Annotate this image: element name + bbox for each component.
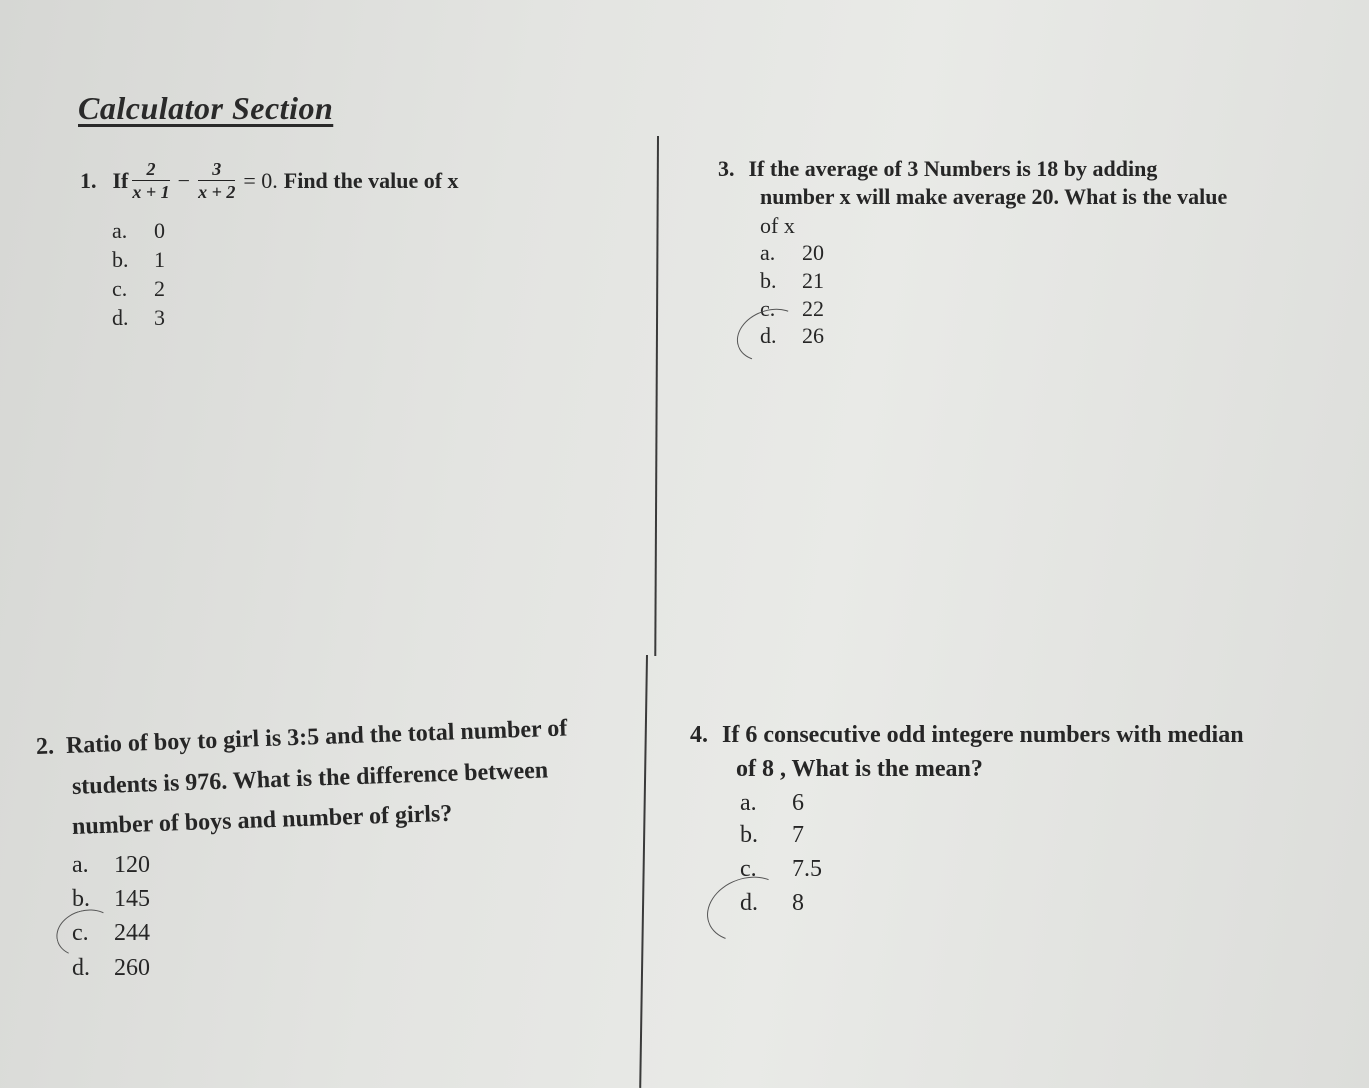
question-4-line-1	[690, 722, 1244, 749]
q4-option-b-letter: b.	[740, 822, 758, 848]
q3-option-d-letter: d.	[760, 323, 777, 348]
q1-option-c-letter: c.	[112, 276, 128, 301]
q3-option-a-value: 20	[802, 240, 824, 265]
q1-option-d-letter: d.	[112, 305, 129, 330]
question-4-number: 4.	[690, 722, 708, 748]
q1-option-a-letter: a.	[112, 218, 128, 243]
fraction-1	[132, 158, 169, 203]
q3-option-b[interactable]	[760, 268, 824, 294]
question-3-text-1: If the average of 3 Numbers is 18 by adding	[748, 156, 1158, 181]
q4-option-b-value: 7	[792, 822, 804, 848]
fraction-2-denominator: x + 2	[198, 182, 236, 202]
question-3-line-2: number x will make average 20. What is the value	[760, 184, 1228, 209]
q2-option-c-letter: c.	[72, 920, 89, 946]
q2-option-d-value: 260	[114, 955, 150, 981]
column-divider-bottom	[639, 655, 648, 1088]
question-1-number: 1.	[80, 167, 97, 193]
question-2-number: 2.	[35, 733, 55, 760]
question-1-stem	[80, 158, 459, 203]
question-3-number: 3.	[718, 156, 735, 181]
q1-option-b[interactable]	[112, 247, 165, 273]
q4-option-d-letter: d.	[740, 890, 758, 916]
q4-option-a[interactable]	[740, 790, 804, 817]
q4-option-c-letter: c.	[740, 856, 757, 882]
q4-option-a-value: 6	[792, 790, 804, 816]
fraction-1-denominator: x + 1	[132, 182, 170, 202]
q3-option-c-value: 22	[802, 296, 824, 321]
q1-option-d-value: 3	[154, 305, 165, 330]
question-4-line-2: of 8 , What is the mean?	[736, 756, 983, 782]
column-divider-top	[654, 136, 659, 656]
q1-option-c-value: 2	[154, 276, 165, 301]
q2-option-d-letter: d.	[72, 955, 90, 981]
q3-option-d-value: 26	[802, 323, 824, 348]
q2-option-d[interactable]	[72, 955, 150, 982]
question-2-line-1	[36, 715, 568, 761]
q3-option-b-value: 21	[802, 268, 824, 293]
q1-option-a-value: 0	[154, 218, 165, 243]
q1-option-b-letter: b.	[112, 247, 129, 272]
question-1-suffix: Find the value of x	[283, 167, 459, 193]
q2-option-b-value: 145	[114, 886, 150, 912]
fraction-2-numerator: 3	[198, 158, 235, 181]
q1-option-c[interactable]	[112, 276, 165, 302]
q2-option-a-value: 120	[114, 852, 150, 878]
q4-option-a-letter: a.	[740, 790, 757, 816]
q2-option-c-value: 244	[114, 920, 150, 946]
fraction-1-numerator: 2	[132, 158, 169, 181]
question-2-text-1: Ratio of boy to girl is 3:5 and the total number of	[65, 715, 568, 759]
equals-zero: = 0.	[243, 167, 278, 193]
q3-option-c-letter: c.	[760, 296, 776, 321]
q3-option-a-letter: a.	[760, 240, 776, 265]
question-3-line-1	[718, 156, 1157, 182]
q2-option-b-letter: b.	[72, 886, 90, 912]
question-1-prefix: If	[112, 167, 129, 193]
q1-option-d[interactable]	[112, 305, 165, 331]
q2-option-a[interactable]	[72, 852, 150, 879]
section-title: Calculator Section	[78, 90, 334, 126]
minus-sign: −	[177, 167, 191, 193]
question-2-line-2: students is 976. What is the difference between	[71, 757, 549, 800]
question-2-line-3: number of boys and number of girls?	[71, 800, 453, 840]
q4-option-c-value: 7.5	[792, 856, 822, 882]
q4-option-b[interactable]	[740, 822, 804, 849]
q3-option-b-letter: b.	[760, 268, 777, 293]
q3-option-a[interactable]	[760, 240, 824, 266]
q4-option-d-value: 8	[792, 890, 804, 916]
question-4-text-1: If 6 consecutive odd integere numbers with median	[722, 722, 1244, 748]
question-3-line-3: of x	[760, 213, 795, 238]
fraction-2	[198, 158, 235, 203]
q1-option-b-value: 1	[154, 247, 165, 272]
q1-option-a[interactable]	[112, 218, 165, 244]
q2-option-a-letter: a.	[72, 852, 89, 878]
